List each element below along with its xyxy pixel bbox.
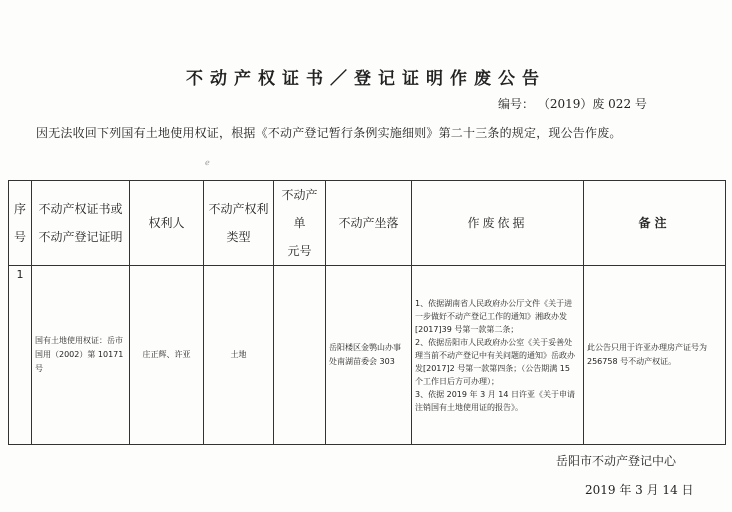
header-remark: 备注 bbox=[584, 181, 726, 266]
header-right-type: 不动产权利 类型 bbox=[204, 181, 274, 266]
issue-date: 2019 年 3 月 14 日 bbox=[585, 483, 694, 497]
document-number: 编号： （2019）废 022 号 bbox=[498, 97, 647, 111]
header-location: 不动产坐落 bbox=[326, 181, 412, 266]
issuing-organization: 岳阳市不动产登记中心 bbox=[556, 454, 677, 468]
header-holder: 权利人 bbox=[130, 181, 204, 266]
header-basis: 作废依据 bbox=[412, 181, 584, 266]
stray-mark: ℯ bbox=[205, 158, 210, 167]
cell-basis bbox=[412, 266, 584, 445]
cell-holder: 庄正辉、许亚 bbox=[130, 266, 204, 445]
cell-certificate: 国有土地使用权证：岳市国用（2002）第 10171 号 bbox=[32, 266, 130, 445]
header-unit-no: 不动产单 元号 bbox=[274, 181, 326, 266]
cell-location: 岳阳楼区金鹗山办事处南湖苗委会 303 bbox=[326, 266, 412, 445]
basis-item-2: 2、依据岳阳市人民政府办公室《关于妥善处理当前不动产登记中有关问题的通知》岳政办发[2017]2 号第一款第四条；（公告期满 15 个工作日后方可办理）； bbox=[415, 337, 575, 386]
notice-table bbox=[8, 180, 726, 445]
cell-right-type: 土地 bbox=[204, 266, 274, 445]
table-row bbox=[9, 266, 726, 445]
intro-paragraph: 因无法收回下列国有土地使用权证，根据《不动产登记暂行条例实施细则》第二十三条的规定，现公告作废。 bbox=[36, 126, 622, 140]
header-seq: 序 号 bbox=[9, 181, 32, 266]
cell-remark: 此公告只用于许亚办理房产证号为 256758 号不动产权证。 bbox=[584, 266, 726, 445]
header-certificate: 不动产权证书或 不动产登记证明 bbox=[32, 181, 130, 266]
basis-item-3: 3、依据 2019 年 3 月 14 日许亚《关于申请注销国有土地使用证的报告》。 bbox=[415, 389, 575, 412]
cell-seq: 1 bbox=[9, 266, 32, 445]
basis-item-1: 1、依据湖南省人民政府办公厅文件《关于进一步做好不动产登记工作的通知》湘政办发[2017]39 号第一款第二条； bbox=[415, 298, 573, 334]
table-header-row bbox=[9, 181, 726, 266]
cell-unit-no bbox=[274, 266, 326, 445]
page-title: 不动产权证书／登记证明作废公告 bbox=[186, 69, 546, 89]
